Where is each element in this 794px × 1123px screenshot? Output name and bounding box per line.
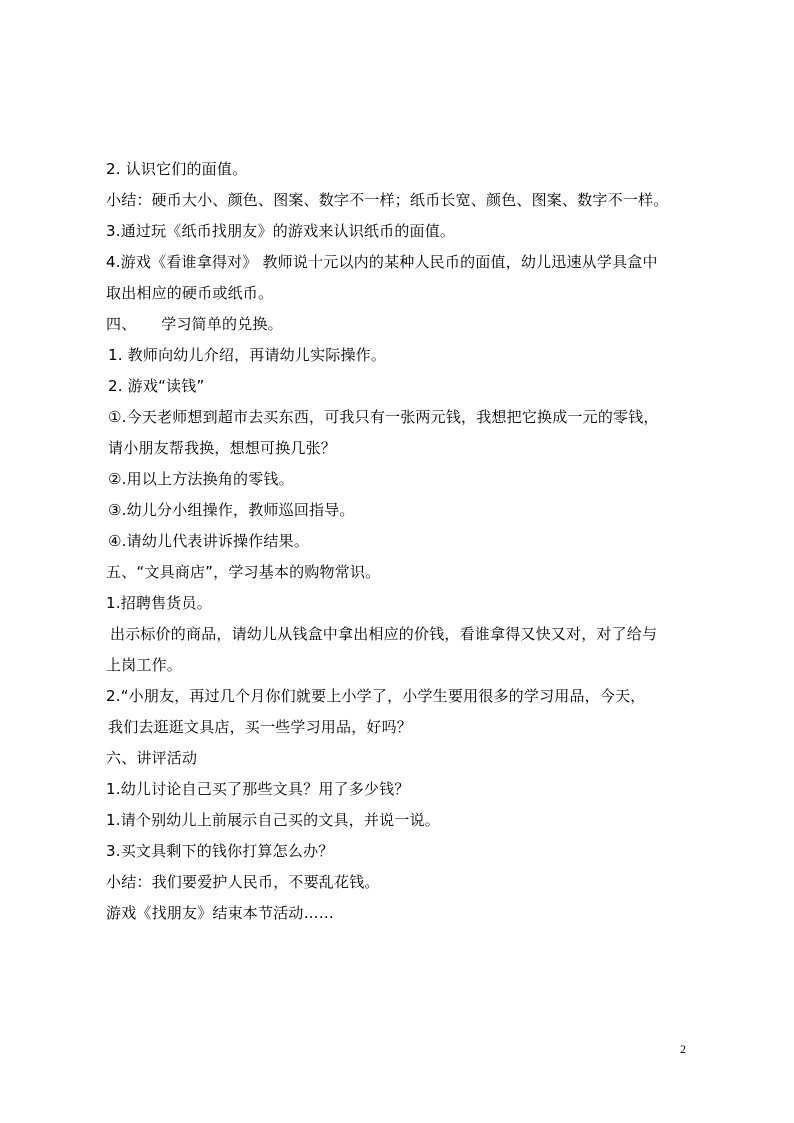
- text-line: 1.招聘售货员。: [106, 594, 212, 612]
- text-line: ②.用以上方法换角的零钱。: [108, 470, 294, 488]
- text-line: 请小朋友帮我换，想想可换几张？: [108, 439, 337, 457]
- text-line: 我们去逛逛文具店，买一些学习用品，好吗？: [108, 718, 413, 736]
- page-number: 2: [680, 1042, 686, 1056]
- text-line: 3.买文具剩下的钱你打算怎么办？: [106, 842, 334, 860]
- text-line: 取出相应的硬币或纸币。: [106, 284, 274, 302]
- text-line: 上岗工作。: [106, 656, 183, 674]
- text-line: 出示标价的商品，请幼儿从钱盒中拿出相应的价钱，看谁拿得又快又对，对了给与: [110, 625, 658, 643]
- text-line: 1.请个别幼儿上前展示自己买的文具，并说一说。: [106, 811, 440, 829]
- text-line: 3.通过玩《纸币找朋友》的游戏来认识纸币的面值。: [106, 222, 456, 240]
- section-heading: 四、 学习简单的兑换。: [106, 315, 283, 333]
- text-line: ④.请幼儿代表讲诉操作结果。: [108, 532, 310, 550]
- section-heading: 五、“文具商店”，学习基本的购物常识。: [106, 563, 381, 581]
- text-line: 2. 游戏“读钱”: [108, 377, 205, 395]
- text-line: 小结：我们要爱护人民币，不要乱花钱。: [106, 873, 380, 891]
- text-line: 小结：硬币大小、颜色、图案、数字不一样；纸币长宽、颜色、图案、数字不一样。: [106, 191, 669, 209]
- text-line: 1. 教师向幼儿介绍，再请幼儿实际操作。: [108, 346, 387, 364]
- text-line: 游戏《找朋友》结束本节活动……: [106, 904, 335, 922]
- text-line: 4.游戏《看谁拿得对》 教师说十元以内的某种人民币的面值，幼儿迅速从学具盒中: [106, 253, 658, 271]
- text-line: 2. 认识它们的面值。: [106, 160, 248, 178]
- text-line: 2.“小朋友，再过几个月你们就要上小学了，小学生要用很多的学习用品，今天，: [106, 687, 646, 705]
- text-line: 1.幼儿讨论自己买了那些文具？用了多少钱？: [106, 780, 410, 798]
- text-line: ①.今天老师想到超市去买东西，可我只有一张两元钱，我想把它换成一元的零钱，: [108, 408, 659, 426]
- section-heading: 六、讲评活动: [106, 749, 198, 767]
- document-body: [106, 154, 706, 929]
- text-line: ③.幼儿分小组操作，教师巡回指导。: [108, 501, 355, 519]
